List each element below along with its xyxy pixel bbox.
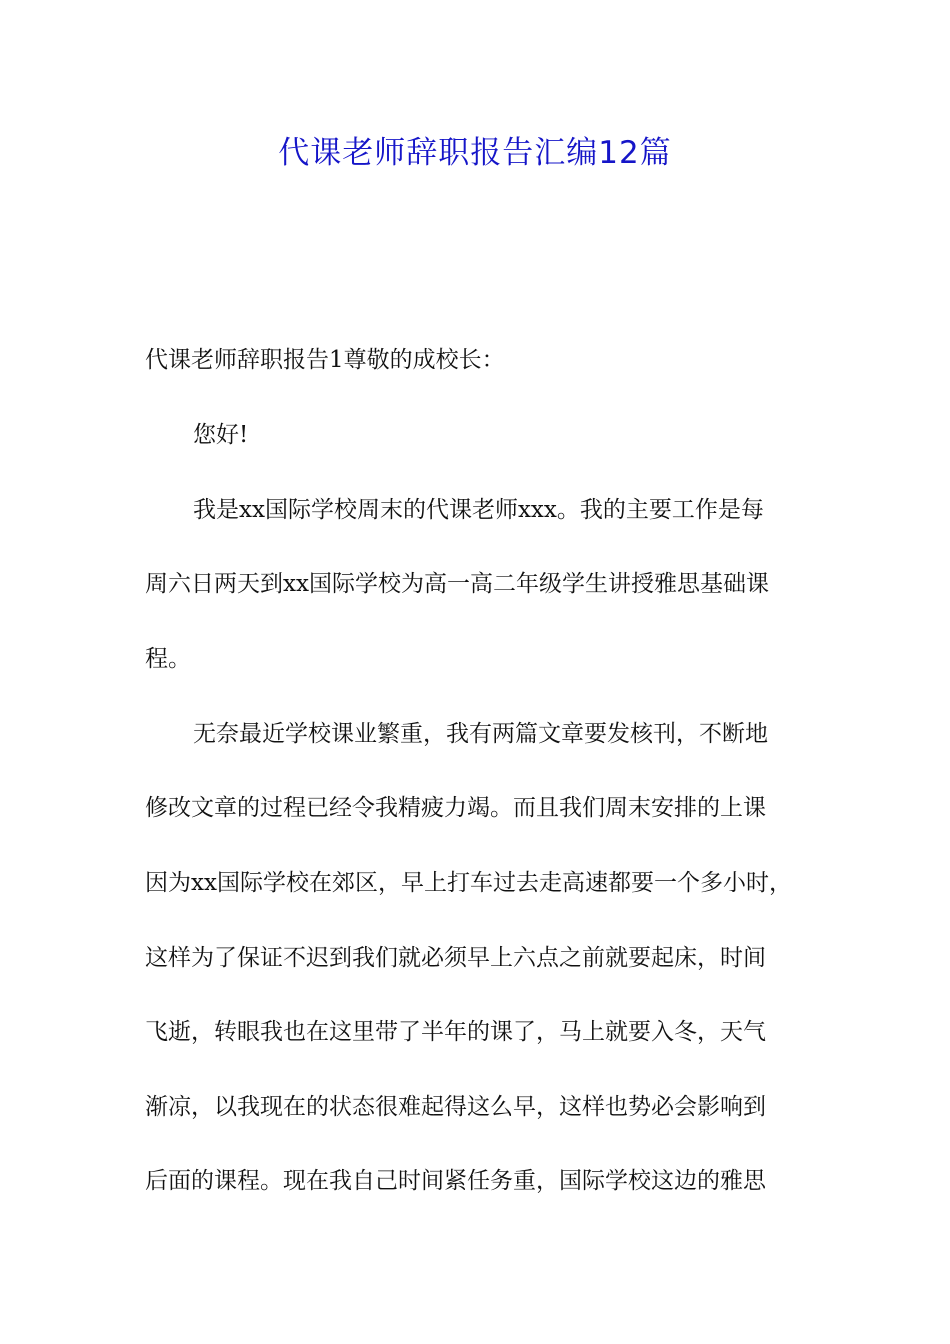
text-line-heading: 代课老师辞职报告1尊敬的成校长： <box>145 347 505 373</box>
document-title: 代课老师辞职报告汇编12篇 <box>278 135 672 171</box>
text-line: 这样为了保证不迟到我们就必须早上六点之前就要起床，时间 <box>145 945 766 971</box>
text-line: 周六日两天到xx国际学校为高一高二年级学生讲授雅思基础课 <box>145 571 769 597</box>
text-line: 无奈最近学校课业繁重，我有两篇文章要发核刊，不断地 <box>193 721 768 747</box>
text-line-greeting: 您好! <box>193 422 249 448</box>
text-line: 飞逝，转眼我也在这里带了半年的课了，马上就要入冬，天气 <box>145 1019 766 1045</box>
text-line: 渐凉，以我现在的状态很难起得这么早，这样也势必会影响到 <box>145 1094 766 1120</box>
text-line: 我是xx国际学校周末的代课老师xxx。我的主要工作是每 <box>193 497 764 523</box>
text-line: 因为xx国际学校在郊区，早上打车过去走高速都要一个多小时， <box>145 870 792 896</box>
text-line: 程。 <box>145 646 191 672</box>
text-line: 后面的课程。现在我自己时间紧任务重，国际学校这边的雅思 <box>145 1168 766 1194</box>
text-line: 修改文章的过程已经令我精疲力竭。而且我们周末安排的上课 <box>145 795 766 821</box>
